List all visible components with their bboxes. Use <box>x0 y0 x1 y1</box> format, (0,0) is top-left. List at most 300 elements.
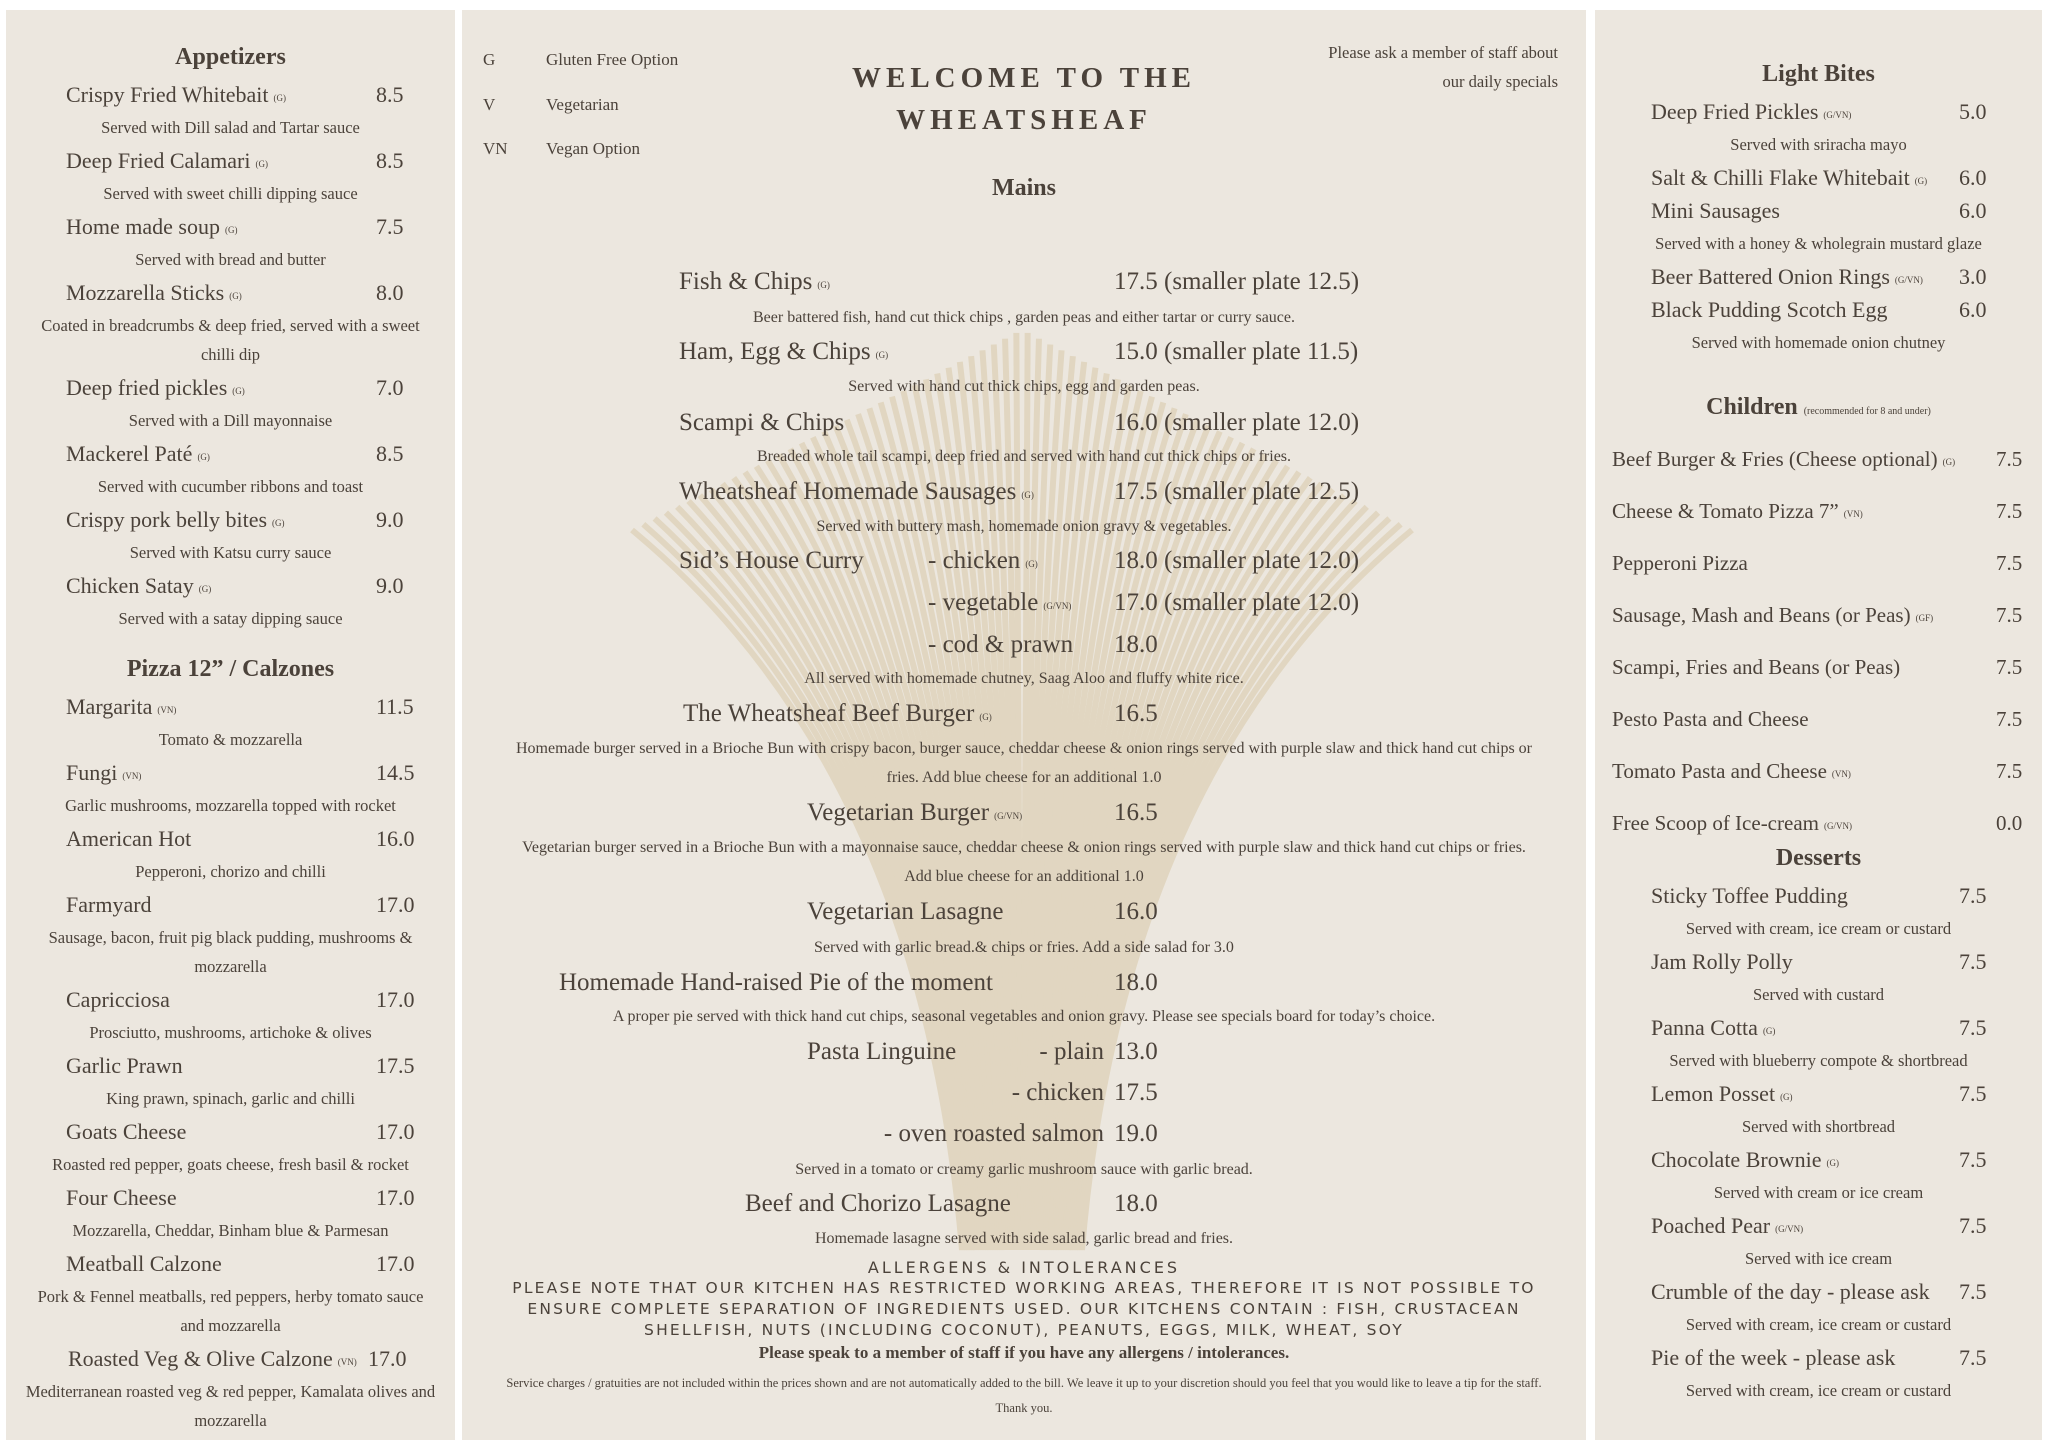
dietary-tag: (VN) <box>337 1357 357 1367</box>
pizza-heading: Pizza 12” / Calzones <box>126 656 335 682</box>
menu-item-name <box>66 437 210 474</box>
main-item-name <box>679 544 864 578</box>
item-price: 14.5 <box>376 760 415 785</box>
menu-item-name <box>66 888 152 921</box>
item-price: 7.0 <box>376 375 404 400</box>
light-bites-children-desserts-panel <box>1595 10 2042 1440</box>
item-price: 7.5 <box>1996 603 2023 627</box>
dietary-tag: (G) <box>229 291 242 301</box>
dietary-tag: (G/VN) <box>1043 601 1072 611</box>
item-name: Farmyard <box>66 892 152 917</box>
item-name: Black Pudding Scotch Egg <box>1651 297 1888 322</box>
desserts-section <box>1595 837 2042 1407</box>
dietary-tag: (VN) <box>122 771 142 781</box>
menu-item-row <box>1595 293 2042 326</box>
main-item-name <box>679 475 1034 512</box>
item-description: Served with sriracha mayo <box>1730 135 1907 154</box>
item-price: 5.0 <box>1959 99 1987 124</box>
item-name: Sid’s House Curry <box>679 547 864 574</box>
legend-label: Vegan Option <box>546 139 640 158</box>
item-description: Tomato & mozzarella <box>158 730 303 749</box>
main-item-name <box>807 796 1022 833</box>
menu-item-name <box>66 1247 222 1280</box>
item-name: Fungi <box>66 760 118 785</box>
menu-item-name <box>1651 260 1923 297</box>
item-name: Fish & Chips <box>679 268 813 295</box>
item-price: 7.5 <box>1996 551 2023 575</box>
item-description: Served with cream, ice cream or custard <box>1685 1381 1952 1400</box>
dietary-tag: (G) <box>979 712 992 722</box>
children-title: Children <box>1706 394 1798 420</box>
variant-label: - plain <box>1039 1038 1104 1065</box>
legend-code: VN <box>483 139 508 158</box>
main-item-description: Served in a tomato or creamy garlic mushroom sauce with garlic bread. <box>795 1161 1253 1178</box>
menu-item-name <box>66 276 242 313</box>
item-price: 7.5 <box>1959 1279 1987 1304</box>
menu-item-name <box>66 144 268 181</box>
item-description: Sausage, bacon, fruit pig black pudding, mushrooms & mozzarella <box>48 928 413 976</box>
menu-item-name <box>1651 95 1851 132</box>
item-description: Garlic mushrooms, mozzarella topped with rocket <box>65 796 396 815</box>
main-item-name <box>559 966 993 1000</box>
item-price: 7.5 <box>1959 949 1987 974</box>
main-item-name <box>807 895 1003 929</box>
item-description: King prawn, spinach, garlic and chilli <box>106 1089 355 1108</box>
item-name: Jam Rolly Polly <box>1651 949 1793 974</box>
menu-item-name <box>1651 161 1927 198</box>
variant-label: - cod & prawn <box>928 631 1074 658</box>
variant-label: - oven roasted salmon <box>883 1120 1104 1147</box>
main-item-description: Homemade burger served in a Brioche Bun with crispy bacon, burger sauce, cheddar cheese & onion rings served with purple slaw and thick hand cut chips or fries. Add blue cheese for an additional 1.0 <box>516 740 1532 786</box>
item-name: Free Scoop of Ice-cream <box>1612 811 1819 835</box>
children-age-note: (recommended for 8 and under) <box>1803 406 1931 417</box>
menu-item-name <box>66 1181 177 1214</box>
item-description: Served with cream, ice cream or custard <box>1685 919 1952 938</box>
menu-item-row <box>1595 745 2042 797</box>
item-description: Mozzarella, Cheddar, Binham blue & Parmesan <box>72 1221 389 1240</box>
main-item-price: 17.5 (smaller plate 12.5) <box>1114 268 1360 295</box>
menu-item-row <box>1595 1011 2042 1044</box>
dietary-tag: (G) <box>272 518 285 528</box>
dietary-tag: (G) <box>1762 1026 1776 1036</box>
allergens-line: ENSURE COMPLETE SEPARATION OF INGREDIENTS USED. OUR KITCHENS CONTAIN : FISH, CRUSTACEAN <box>527 1300 1521 1318</box>
item-description: Roasted red pepper, goats cheese, fresh basil & rocket <box>52 1155 409 1174</box>
menu-item-name <box>1651 879 1848 912</box>
dietary-tag: (G/VN) <box>1775 1224 1804 1234</box>
item-name: Lemon Posset <box>1651 1081 1776 1106</box>
dietary-tag: (G) <box>1942 457 1956 467</box>
item-name: Garlic Prawn <box>66 1053 183 1078</box>
pizza-section <box>6 648 455 1437</box>
item-price: 7.5 <box>1959 1081 1987 1106</box>
item-description: Served with cream or ice cream <box>1713 1183 1924 1202</box>
menu-item-row <box>1595 433 2042 485</box>
variant-price: 13.0 <box>1114 1038 1158 1065</box>
item-price: 8.5 <box>376 82 404 107</box>
allergens-staff-notice: Please speak to a member of staff if you have any allergens / intolerances. <box>758 1343 1290 1362</box>
mains-panel <box>462 10 1586 1440</box>
dietary-tag: (VN) <box>157 705 177 715</box>
menu-item-row <box>1595 485 2042 537</box>
main-item-description: All served with homemade chutney, Saag Aloo and fluffy white rice. <box>804 670 1244 687</box>
item-price: 3.0 <box>1959 264 1987 289</box>
item-name: Pie of the week - please ask <box>1651 1345 1896 1370</box>
legend-label: Vegetarian <box>546 95 619 114</box>
item-name: Chocolate Brownie <box>1651 1147 1822 1172</box>
item-price: 17.5 <box>376 1053 415 1078</box>
item-price: 6.0 <box>1959 297 1987 322</box>
menu-item-name <box>1651 945 1793 978</box>
variant-price: 17.0 (smaller plate 12.0) <box>1114 589 1360 616</box>
item-description: Served with cream, ice cream or custard <box>1685 1315 1952 1334</box>
main-item-description: A proper pie served with thick hand cut chips, seasonal vegetables and onion gravy. Please see specials board for today’s choice. <box>612 1008 1436 1025</box>
dietary-tag: (G) <box>817 280 830 290</box>
menu-item-row <box>6 437 455 470</box>
appetizers-heading: Appetizers <box>175 44 286 70</box>
item-price: 11.5 <box>376 694 414 719</box>
item-name: Ham, Egg & Chips <box>679 338 871 365</box>
item-price: 7.5 <box>1959 1147 1987 1172</box>
main-item-price: 15.0 (smaller plate 11.5) <box>1114 338 1359 365</box>
item-name: Wheatsheaf Homemade Sausages <box>679 478 1017 505</box>
item-description: Pepperoni, chorizo and chilli <box>135 862 326 881</box>
children-heading <box>1595 386 2042 433</box>
desserts-heading: Desserts <box>1775 845 1862 871</box>
menu-item-row <box>1595 945 2042 978</box>
menu-item-name <box>1651 1143 1839 1180</box>
item-price: 8.0 <box>376 280 404 305</box>
item-name: Four Cheese <box>66 1185 177 1210</box>
menu-item-name <box>66 78 286 115</box>
item-price: 9.0 <box>376 507 404 532</box>
menu-item-row <box>1595 95 2042 128</box>
item-name: Cheese & Tomato Pizza 7” <box>1612 499 1839 523</box>
dietary-tag: (G/VN) <box>994 811 1023 821</box>
item-name: Home made soup <box>66 214 220 239</box>
menu-item-row <box>1595 194 2042 227</box>
item-description: Served with blueberry compote & shortbread <box>1669 1051 1968 1070</box>
variant-label: - vegetable <box>928 589 1039 616</box>
menu-item-row <box>6 983 455 1016</box>
main-item-name <box>683 697 992 734</box>
service-charge-note: Service charges / gratuities are not included within the prices shown and are not automatically added to the bill. We leave it up to your discretion should you feel that you would like to leave a tip for the staff. Thank you. <box>506 1376 1542 1415</box>
variant-price: 18.0 <box>1114 631 1158 658</box>
menu-item-name <box>1612 589 1933 644</box>
item-name: Pepperoni Pizza <box>1612 551 1748 575</box>
item-description: Served with a Dill mayonnaise <box>128 411 333 430</box>
main-item-variant <box>1012 1076 1104 1110</box>
item-price: 8.5 <box>376 148 404 173</box>
item-price: 0.0 <box>1996 811 2023 835</box>
item-description: Coated in breadcrumbs & deep fried, served with a sweet chilli dip <box>41 316 420 364</box>
item-description: Served with Dill salad and Tartar sauce <box>101 118 360 137</box>
dietary-tag: (G) <box>875 350 889 360</box>
main-item-variant <box>1039 1035 1104 1069</box>
item-price: 17.0 <box>376 1119 415 1144</box>
menu-item-name <box>1612 693 1809 745</box>
item-name: Tomato Pasta and Cheese <box>1612 759 1827 783</box>
menu-item-row <box>1595 1341 2042 1374</box>
legend-label: Gluten Free Option <box>546 50 679 69</box>
item-name: Mackerel Paté <box>66 441 193 466</box>
main-item-price: 16.5 <box>1114 700 1158 727</box>
menu-item-name <box>1651 1011 1775 1048</box>
dietary-tag: (G) <box>255 159 268 169</box>
main-item-price: 16.0 <box>1114 898 1158 925</box>
menu-item-name <box>66 503 285 540</box>
item-name: Mozzarella Sticks <box>66 280 225 305</box>
item-name: Deep Fried Calamari <box>66 148 251 173</box>
main-item-variant <box>928 544 1038 581</box>
item-name: Mini Sausages <box>1651 198 1780 223</box>
item-name: Crumble of the day - please ask <box>1651 1279 1930 1304</box>
item-price: 7.5 <box>1959 883 1987 908</box>
item-name: Vegetarian Burger <box>807 799 990 826</box>
item-price: 7.5 <box>376 214 404 239</box>
menu-item-row <box>1595 879 2042 912</box>
item-price: 6.0 <box>1959 165 1987 190</box>
dietary-tag: (G) <box>224 225 238 235</box>
dietary-tag: (VN) <box>1831 769 1851 779</box>
item-description: Served with bread and butter <box>135 250 326 269</box>
item-price: 7.5 <box>1959 1015 1987 1040</box>
menu-item-name <box>66 756 141 793</box>
main-item-price: 16.5 <box>1114 799 1158 826</box>
menu-item-name <box>1651 1341 1895 1374</box>
dietary-tag: (G) <box>273 93 286 103</box>
menu-item-row <box>1595 693 2042 745</box>
dietary-tag: (G/VN) <box>1823 110 1852 120</box>
item-name: Chicken Satay <box>66 573 194 598</box>
variant-label: - chicken <box>1011 1079 1104 1106</box>
dietary-tag: (G) <box>1025 559 1038 569</box>
item-price: 7.5 <box>1996 759 2023 783</box>
menu-item-name <box>1651 1077 1793 1114</box>
item-name: Crispy Fried Whitebait <box>66 82 269 107</box>
main-item-name <box>679 265 830 302</box>
menu-item-row <box>6 756 455 789</box>
item-name: Goats Cheese <box>66 1119 187 1144</box>
item-description: Prosciutto, mushrooms, artichoke & olives <box>89 1023 372 1042</box>
item-name: Margarita <box>66 694 153 719</box>
dietary-tag: (GF) <box>1915 613 1934 623</box>
menu-item-name <box>1612 433 1955 488</box>
item-name: American Hot <box>66 826 192 851</box>
main-item-name <box>679 335 888 372</box>
main-item-description: Beer battered fish, hand cut thick chips , garden peas and either tartar or curry sauce. <box>753 309 1295 326</box>
main-item-price: 17.5 (smaller plate 12.5) <box>1114 478 1360 505</box>
menu-item-name <box>68 1342 357 1379</box>
dietary-tag: (G) <box>1914 176 1928 186</box>
item-name: Beef and Chorizo Lasagne <box>745 1190 1011 1217</box>
menu-item-row <box>1595 1275 2042 1308</box>
appetizers-pizza-panel <box>6 10 455 1440</box>
menu-item-row <box>1595 1077 2042 1110</box>
item-name: Pasta Linguine <box>807 1038 957 1065</box>
item-description: Served with ice cream <box>1744 1249 1893 1268</box>
menu-item-row <box>1595 260 2042 293</box>
menu-item-name <box>1612 485 1863 540</box>
item-price: 17.0 <box>376 892 415 917</box>
item-name: Panna Cotta <box>1651 1015 1758 1040</box>
item-description: Served with shortbread <box>1741 1117 1896 1136</box>
item-description: Served with Katsu curry sauce <box>129 543 332 562</box>
menu-item-row <box>6 78 455 111</box>
variant-label: - chicken <box>928 547 1021 574</box>
main-item-name <box>807 1035 956 1069</box>
menu-item-row <box>6 276 455 309</box>
menu-item-name <box>66 983 170 1016</box>
menu-item-row <box>6 503 455 536</box>
menu-item-name <box>66 371 245 408</box>
menu-item-row <box>1595 1143 2042 1176</box>
menu-item-name <box>66 210 237 247</box>
main-item-name <box>679 406 844 440</box>
dietary-tag: (VN) <box>1843 509 1863 519</box>
item-name: Deep fried pickles <box>66 375 228 400</box>
item-description: Pork & Fennel meatballs, red peppers, herby tomato sauce and mozzarella <box>37 1287 424 1335</box>
item-description: Served with a honey & wholegrain mustard glaze <box>1655 234 1982 253</box>
item-price: 9.0 <box>376 573 404 598</box>
item-name: Sticky Toffee Pudding <box>1651 883 1848 908</box>
menu-item-row <box>6 1049 455 1082</box>
item-price: 7.5 <box>1959 1213 1987 1238</box>
menu-item-row <box>1595 161 2042 194</box>
menu-item-row <box>6 888 455 921</box>
allergens-line: PLEASE NOTE THAT OUR KITCHEN HAS RESTRICTED WORKING AREAS, THEREFORE IT IS NOT POSSIBLE TO <box>512 1279 1536 1297</box>
menu-item-row <box>6 144 455 177</box>
specials-note-line-1: Please ask a member of staff about <box>1328 43 1558 62</box>
main-item-name <box>745 1187 1011 1221</box>
main-item-price: 18.0 <box>1114 969 1158 996</box>
item-name: Homemade Hand-raised Pie of the moment <box>559 969 993 996</box>
item-name: Salt & Chilli Flake Whitebait <box>1651 165 1910 190</box>
menu-item-name <box>1651 1209 1803 1246</box>
item-price: 17.0 <box>376 987 415 1012</box>
dietary-tag: (G) <box>1780 1092 1793 1102</box>
item-name: Scampi & Chips <box>679 409 845 436</box>
allergens-line: SHELLFISH, NUTS (INCLUDING COCONUT), PEANUTS, EGGS, MILK, WHEAT, SOY <box>644 1321 1404 1339</box>
menu-item-row <box>6 371 455 404</box>
main-item-variant <box>928 628 1073 662</box>
item-price: 8.5 <box>376 441 404 466</box>
allergens-heading: ALLERGENS & INTOLERANCES <box>867 1258 1181 1277</box>
main-item-description: Served with garlic bread.& chips or fries. Add a side salad for 3.0 <box>814 939 1234 956</box>
menu-item-row <box>1595 1209 2042 1242</box>
menu-item-name <box>66 822 191 855</box>
item-name: Scampi, Fries and Beans (or Peas) <box>1612 655 1901 679</box>
menu-item-row <box>6 1247 455 1280</box>
item-name: Pesto Pasta and Cheese <box>1612 707 1809 731</box>
dietary-tag: (G) <box>1826 1158 1839 1168</box>
item-name: Roasted Veg & Olive Calzone <box>68 1346 333 1371</box>
item-price: 17.0 <box>376 1251 415 1276</box>
item-description: Mediterranean roasted veg & red pepper, Kamalata olives and mozzarella <box>25 1382 436 1430</box>
menu-item-row <box>6 569 455 602</box>
item-name: Vegetarian Lasagne <box>807 898 1004 925</box>
menu-item-name <box>66 1115 186 1148</box>
dietary-tag: (G/VN) <box>1894 275 1923 285</box>
mains-heading: Mains <box>991 175 1056 201</box>
item-price: 17.0 <box>368 1346 407 1371</box>
item-price: 7.5 <box>1996 655 2023 679</box>
dietary-tag: (G) <box>232 386 245 396</box>
legend-code: G <box>483 50 496 69</box>
main-item-description: Served with hand cut thick chips, egg and garden peas. <box>848 378 1200 395</box>
light-bites-section <box>1595 53 2042 359</box>
main-item-price: 18.0 <box>1114 1190 1158 1217</box>
menu-item-name <box>66 569 211 606</box>
dietary-tag: (G/VN) <box>1823 821 1852 831</box>
item-price: 6.0 <box>1959 198 1987 223</box>
menu-item-row <box>6 1342 455 1375</box>
menu-item-name <box>1612 537 1748 589</box>
main-item-description: Vegetarian burger served in a Brioche Bun with a mayonnaise sauce, cheddar cheese & onion rings served with purple slaw and thick hand cut chips or fries. Add blue cheese for an additional 1.0 <box>522 839 1526 885</box>
variant-price: 17.5 <box>1114 1079 1158 1106</box>
item-description: Served with a satay dipping sauce <box>118 609 343 628</box>
dietary-tag: (G) <box>198 584 212 594</box>
dietary-tag: (G) <box>197 452 210 462</box>
variant-price: 18.0 (smaller plate 12.0) <box>1114 547 1360 574</box>
main-item-variant <box>884 1117 1104 1151</box>
appetizers-section <box>6 36 455 635</box>
item-price: 7.5 <box>1996 707 2023 731</box>
item-price: 16.0 <box>376 826 415 851</box>
children-section <box>1595 386 2042 849</box>
item-name: Deep Fried Pickles <box>1651 99 1819 124</box>
item-name: The Wheatsheaf Beef Burger <box>683 700 975 727</box>
menu-item-row <box>6 210 455 243</box>
menu-item-name <box>1651 1275 1930 1308</box>
item-description: Served with sweet chilli dipping sauce <box>103 184 358 203</box>
main-item-price: 16.0 (smaller plate 12.0) <box>1114 409 1360 436</box>
light-bites-heading: Light Bites <box>1762 61 1875 87</box>
menu-item-name <box>66 1049 183 1082</box>
item-name: Crispy pork belly bites <box>66 507 268 532</box>
menu-item-row <box>1595 537 2042 589</box>
item-description: Served with cucumber ribbons and toast <box>97 477 364 496</box>
legend-code: V <box>483 95 496 114</box>
dietary-tag: (G) <box>1021 490 1034 500</box>
main-item-description: Breaded whole tail scampi, deep fried and served with hand cut thick chips or fries. <box>756 448 1292 465</box>
item-name: Beer Battered Onion Rings <box>1651 264 1890 289</box>
item-price: 17.0 <box>376 1185 415 1210</box>
menu-item-row <box>6 1181 455 1214</box>
item-description: Served with custard <box>1752 985 1885 1004</box>
item-price: 7.5 <box>1996 499 2023 523</box>
main-item-description: Served with buttery mash, homemade onion gravy & vegetables. <box>816 518 1232 535</box>
specials-note-line-2: our daily specials <box>1442 72 1558 91</box>
menu-item-row <box>1595 589 2042 641</box>
menu-item-row <box>1595 641 2042 693</box>
welcome-title-line-2: WHEATSHEAF <box>896 104 1152 136</box>
menu-item-row <box>6 690 455 723</box>
variant-price: 19.0 <box>1114 1120 1158 1147</box>
menu-item-row <box>6 822 455 855</box>
item-name: Poached Pear <box>1651 1213 1771 1238</box>
item-price: 7.5 <box>1959 1345 1987 1370</box>
item-name: Meatball Calzone <box>66 1251 222 1276</box>
menu-item-row <box>6 1115 455 1148</box>
menu-item-name <box>1612 641 1900 693</box>
item-description: Served with homemade onion chutney <box>1691 333 1946 352</box>
item-name: Beef Burger & Fries (Cheese optional) <box>1612 447 1938 471</box>
main-item-description: Homemade lasagne served with side salad, garlic bread and fries. <box>814 1230 1234 1247</box>
welcome-title-line-1: WELCOME TO THE <box>852 62 1196 94</box>
menu-item-name <box>1651 194 1780 227</box>
menu-item-name <box>1612 745 1851 800</box>
item-name: Sausage, Mash and Beans (or Peas) <box>1612 603 1911 627</box>
